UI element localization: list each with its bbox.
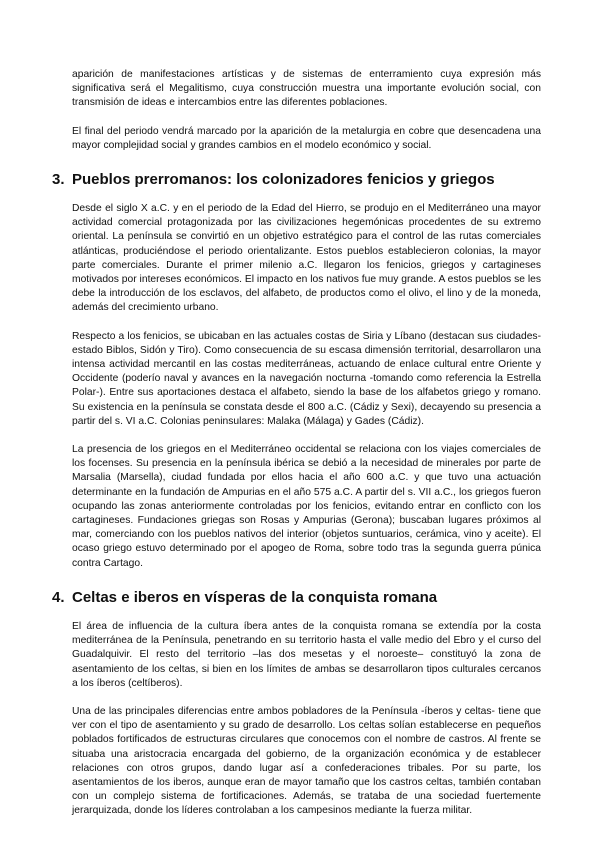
paragraph: Desde el siglo X a.C. y en el periodo de la Edad del Hierro, se produjo en el Mediterráneo una mayor actividad comercial protagonizada por las civilizaciones hegemónicas procedentes de su extremo oriental. La península se convirtió en un objetivo estratégico para el control de las rutas comerciales atlánticas, produciéndose el periodo orientalizante. Estos pueblos establecieron colonias, la mayor parte comerciales. Durante el primer milenio a.C. llegaron los fenicios, griegos y cartagineses motivados por intereses económicos. El impacto en los nativos fue muy grande. A estos pueblos se les debe la introducción de los esclavos, del alfabeto, de productos como el olivo, el lino y de la moneda, además del crecimiento urbano. — [72, 203, 541, 314]
section-title: Pueblos prerromanos: los colonizadores fenicios y griegos — [72, 171, 495, 189]
paragraph: aparición de manifestaciones artísticas y de sistemas de enterramiento cuya expresión más significativa será el Megalitismo, cuya construcción muestra una importante evolución social, con transmisión de ideas e intercambios entre las diferentes poblaciones. — [72, 69, 541, 109]
paragraph: Una de las principales diferencias entre ambos pobladores de la Península -íberos y celtas- tiene que ver con el tipo de asentamiento y su grado de desarrollo. Los celtas solían establecerse en pequeños poblados fortificados de estructuras circulares que conocemos con el nombre de castros. Al frente se situaba una aristocracia encargada del gobierno, de la organización económica y de establecer relaciones con otros grupos, dando lugar así a confederaciones tribales. Por su parte, los asentamientos de los iberos, aunque eran de mayor tamaño que los castros celtas, también contaban con un complejo sistema de fortificaciones. Además, se trataba de una sociedad fuertemente jerarquizada, donde los líderes controlaban a los campesinos mediante la fuerza militar. — [72, 705, 541, 817]
section-heading — [52, 589, 552, 607]
paragraph: La presencia de los griegos en el Mediterráneo occidental se relaciona con los viajes comerciales de los focenses. Su presencia en la península ibérica se debió a la necesidad de minerales por parte de Marsalia (Marsella), ciudad fundada por ellos hacia el año 600 a.C. y que tuvo una actuación determinante en la fundación de Ampurias en el año 575 a.C. A partir del s. VII a.C., los griegos fueron ocupando las zonas anteriormente controladas por los fenicios, evitando entrar en conflicto con los cartagineses. Fundaciones griegas son Rosas y Ampurias (Gerona); buscaban lugares próximos al mar, comerciando con los pueblos nativos del interior (objetos suntuarios, cerámica, vino y aceite). El ocaso griego estuvo determinado por el apogeo de Roma, sobre todo tras la segunda guerra púnica contra Cartago. — [72, 444, 541, 569]
paragraph: El área de influencia de la cultura íbera antes de la conquista romana se extendía por la costa mediterránea de la Península, penetrando en su territorio hasta el valle medio del Ebro y el curso del Guadalquivir. El resto del territorio –las dos mesetas y el noroeste– constituyó la zona de asentamiento de los celtas, si bien en los límites de ambas se desarrollaron tipos culturales cercanos a los íberos (celtíberos). — [72, 620, 541, 689]
section-title: Celtas e iberos en vísperas de la conquista romana — [72, 588, 438, 606]
section-heading — [52, 171, 552, 189]
paragraph: Respecto a los fenicios, se ubicaban en las actuales costas de Siria y Líbano (destacan sus ciudades-estado Biblos, Sidón y Tiro). Como consecuencia de su escasa dimensión territorial, desarrollaron una intensa actividad mercantil en las costas mediterráneas, actuando de enlace cultural entre Oriente y Occidente (poderío naval y avances en la navegación nocturna -tomando como referencia la Estrella Polar-). Entre sus aportaciones destaca el alfabeto, siendo la base de los alfabetos griego y romano. Su existencia en la península se constata desde el 800 a.C. (Cádiz y Sexi), decayendo su presencia a partir del s. VI a.C. Colonias peninsulares: Malaka (Málaga) y Gades (Cádiz). — [72, 330, 541, 427]
section-number: 3. — [52, 171, 65, 189]
paragraph: El final del periodo vendrá marcado por la aparición de la metalurgia en cobre que desencadena una mayor complejidad social y grandes cambios en el modelo económico y social. — [72, 125, 541, 151]
section-number: 4. — [52, 588, 65, 606]
